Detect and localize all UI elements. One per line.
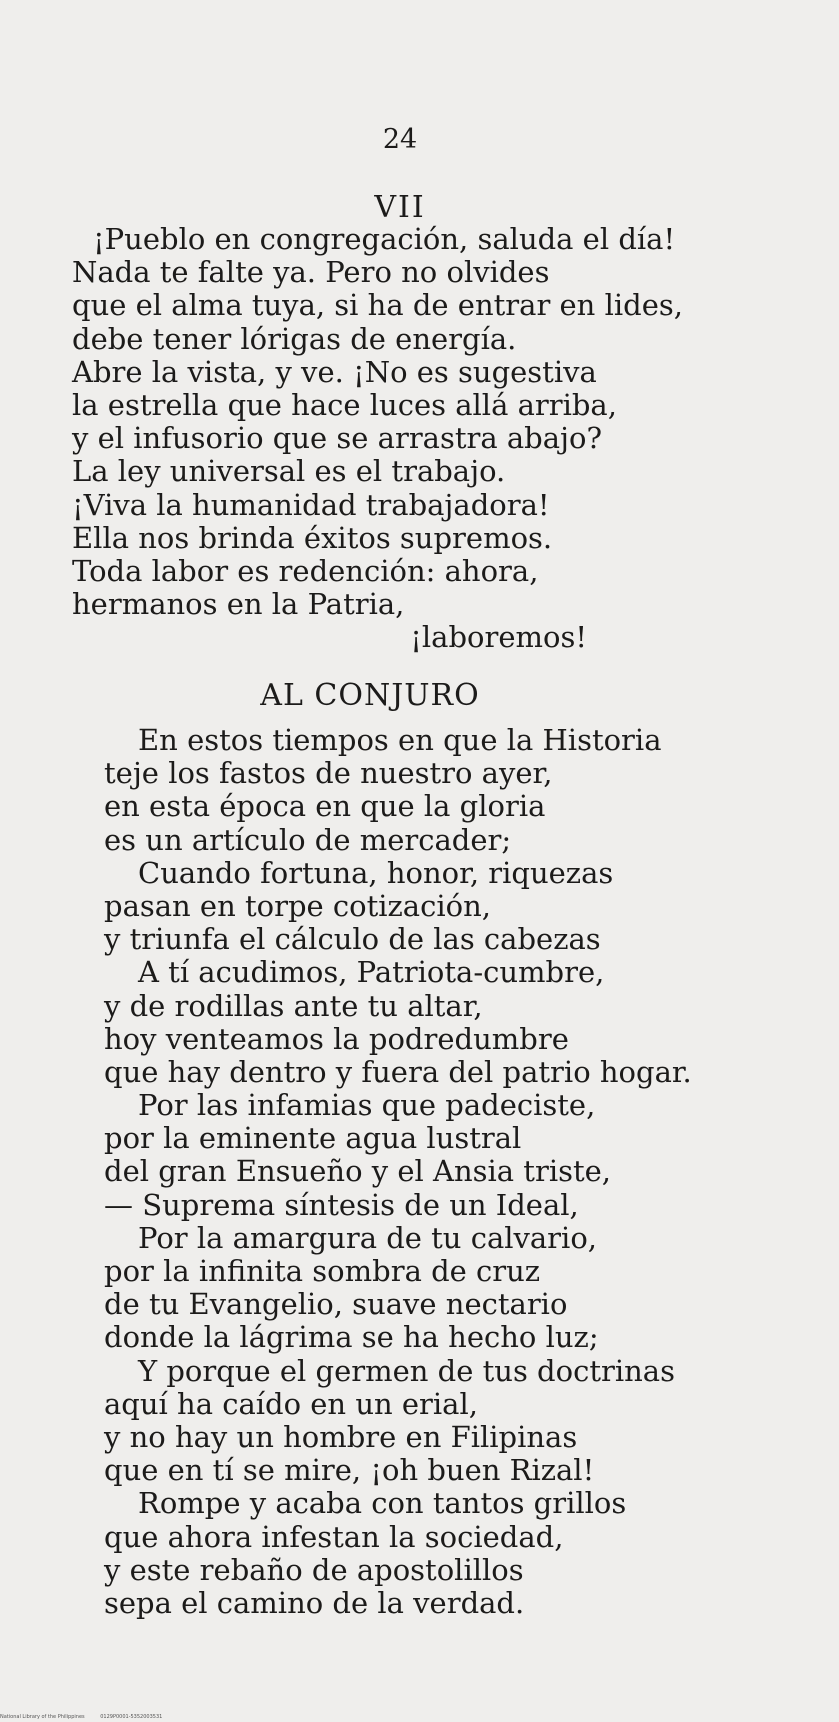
verse-section-vii	[0, 223, 839, 654]
verse-section-al-conjuro	[0, 724, 839, 1620]
verse-line: que hay dentro y fuera del patrio hogar.	[104, 1054, 692, 1089]
verse-line: hoy venteamos la podredumbre	[104, 1021, 569, 1056]
verse-line: aquí ha caído en un erial,	[104, 1386, 478, 1421]
footer-library: National Library of the Philippines	[0, 1714, 85, 1720]
verse-line: la estrella que hace luces allá arriba,	[72, 387, 617, 422]
verse-line: y de rodillas ante tu altar,	[104, 988, 483, 1023]
verse-line: La ley universal es el trabajo.	[72, 454, 506, 489]
verse-line: en esta época en que la gloria	[104, 789, 546, 824]
verse-line: y este rebaño de apostolillos	[104, 1552, 524, 1587]
verse-line: donde la lágrima se ha hecho luz;	[104, 1320, 599, 1355]
verse-line: ¡Viva la humanidad trabajadora!	[72, 487, 550, 522]
page-footer	[0, 1714, 176, 1720]
verse-line: que el alma tuya, si ha de entrar en lides,	[72, 288, 683, 323]
verse-line: Nada te falte ya. Pero no olvides	[72, 255, 550, 290]
verse-line: y el infusorio que se arrastra abajo?	[72, 421, 603, 456]
verse-line: teje los fastos de nuestro ayer,	[104, 756, 553, 791]
verse-line: Por las infamias que padeciste,	[138, 1088, 596, 1123]
verse-line: es un artículo de mercader;	[104, 822, 512, 857]
verse-line: por la eminente agua lustral	[104, 1121, 522, 1156]
verse-line: Por la amargura de tu calvario,	[138, 1220, 598, 1255]
verse-line: Rompe y acaba con tantos grillos	[138, 1486, 627, 1521]
verse-line: y no hay un hombre en Filipinas	[104, 1419, 578, 1454]
verse-line: ¡Pueblo en congregación, saluda el día!	[93, 222, 676, 256]
verse-line: Ella nos brinda éxitos supremos.	[72, 520, 553, 555]
verse-line: por la infinita sombra de cruz	[104, 1254, 541, 1288]
page-number: 24	[382, 124, 418, 155]
verse-line: debe tener lórigas de energía.	[72, 321, 517, 356]
verse-line: de tu Evangelio, suave nectario	[104, 1287, 568, 1322]
verse-line: — Suprema síntesis de un Ideal,	[104, 1187, 579, 1222]
verse-line: Abre la vista, y ve. ¡No es sugestiva	[72, 354, 597, 389]
poem-title: AL CONJURO	[260, 678, 480, 713]
verse-line: Cuando fortuna, honor, riquezas	[138, 855, 614, 890]
verse-line: Toda labor es redención: ahora,	[72, 553, 539, 588]
verse-line: ¡laboremos!	[410, 620, 587, 655]
verse-line: del gran Ensueño y el Ansia triste,	[104, 1154, 612, 1189]
section-heading: VII	[374, 190, 426, 225]
verse-line: Y porque el germen de tus doctrinas	[138, 1353, 675, 1388]
verse-line: que en tí se mire, ¡oh buen Rizal!	[104, 1453, 595, 1488]
verse-line: hermanos en la Patria,	[72, 587, 405, 622]
footer-code: 0129P0001-5352003531	[100, 1714, 163, 1720]
verse-line: que ahora infestan la sociedad,	[104, 1519, 564, 1554]
verse-line: En estos tiempos en que la Historia	[138, 723, 662, 757]
verse-line: y triunfa el cálculo de las cabezas	[104, 922, 601, 957]
verse-line: pasan en torpe cotización,	[104, 888, 491, 923]
verse-line: A tí acudimos, Patriota-cumbre,	[138, 955, 605, 990]
verse-line: sepa el camino de la verdad.	[104, 1585, 525, 1620]
